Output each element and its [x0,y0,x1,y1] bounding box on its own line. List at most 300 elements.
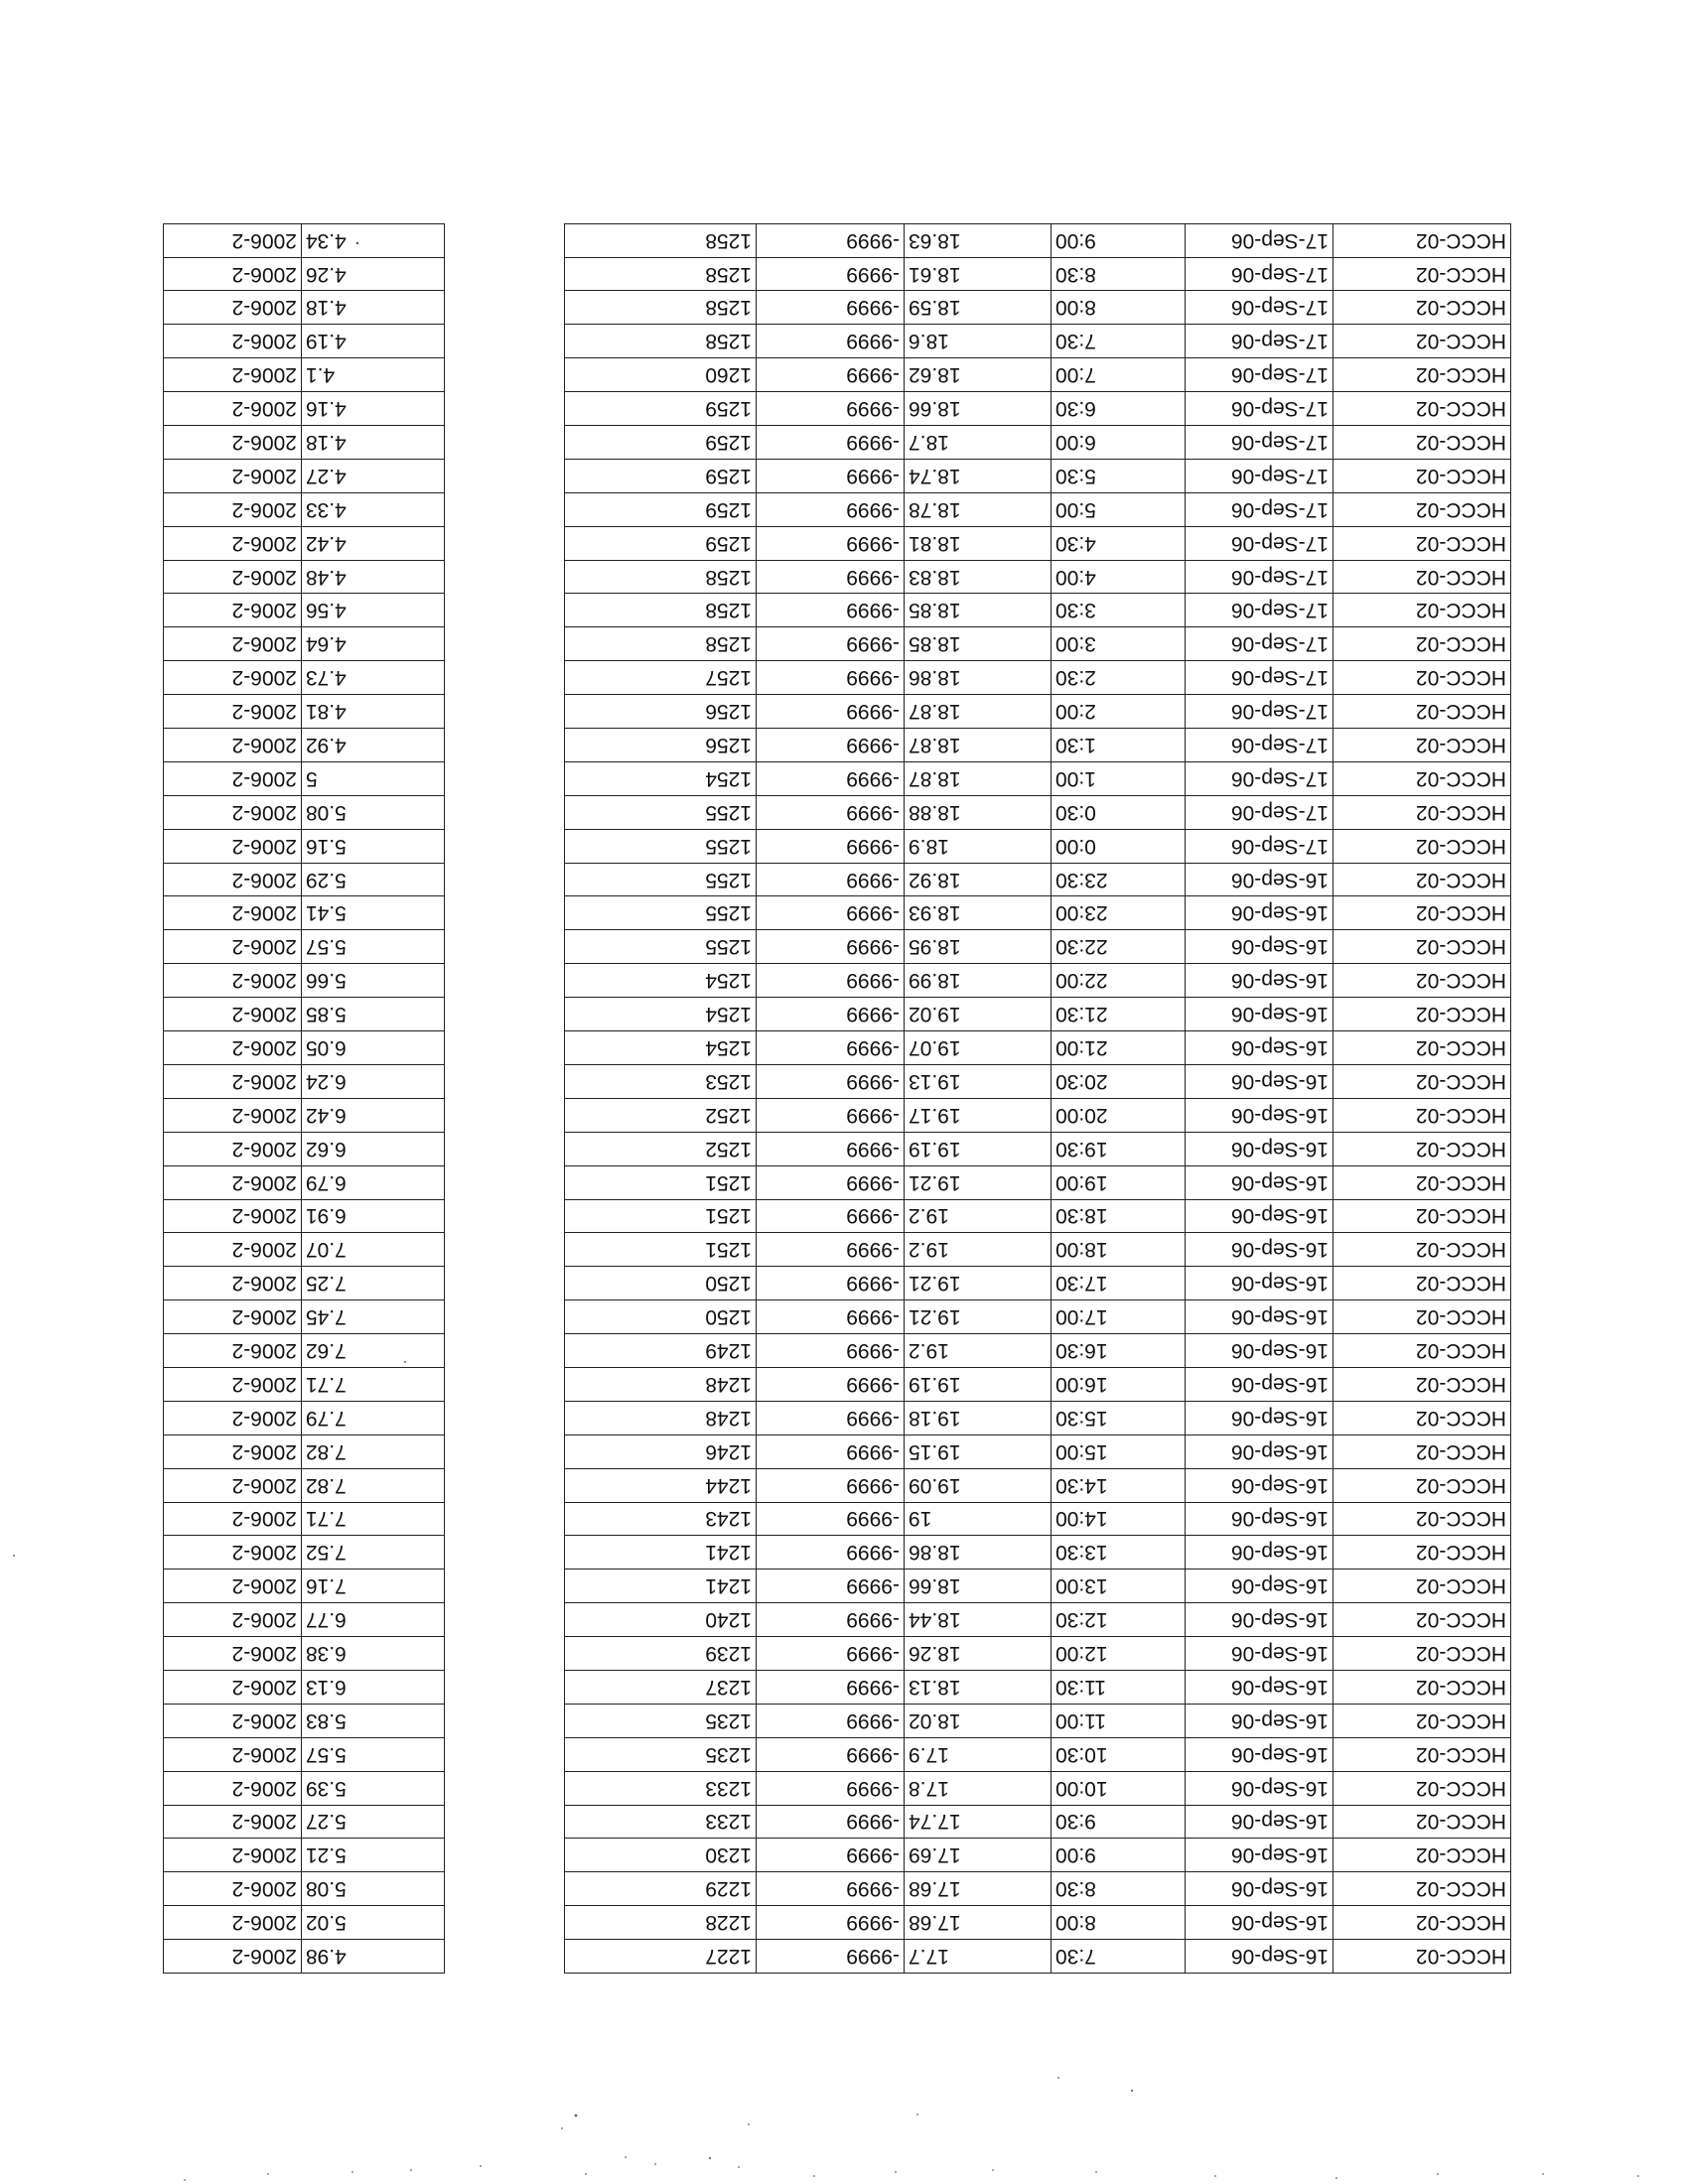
level-cell: 5.08 [301,795,444,829]
count-cell: 1233 [565,1805,757,1839]
site-cell: HCCC-02 [1333,1637,1511,1671]
temperature-cell: 19.21 [905,1267,1052,1300]
temperature-cell: 18.93 [905,896,1052,930]
period-cell: 2006-2 [164,358,302,392]
site-cell: HCCC-02 [1333,1502,1511,1536]
time-cell: 5:30 [1052,459,1186,492]
time-cell: 20:00 [1052,1098,1186,1132]
time-cell: 0:00 [1052,829,1186,863]
temperature-cell: 18.13 [905,1670,1052,1704]
level-cell: 4.34 [301,223,444,257]
period-cell: 2006-2 [164,291,302,325]
period-cell: 2006-2 [164,492,302,526]
site-cell: HCCC-02 [1333,1199,1511,1233]
period-cell: 2006-2 [164,1098,302,1132]
level-cell: 5.57 [301,1737,444,1771]
missing-value-cell: -9999 [757,223,905,257]
time-cell: 7:30 [1052,1940,1186,1974]
site-cell: HCCC-02 [1333,1839,1511,1872]
site-cell: HCCC-02 [1333,1300,1511,1334]
level-cell: 5.39 [301,1771,444,1805]
site-cell: HCCC-02 [1333,1064,1511,1098]
missing-value-cell: -9999 [757,1839,905,1872]
date-cell: 16-Sep-06 [1186,1300,1333,1334]
time-cell: 23:00 [1052,896,1186,930]
missing-value-cell: -9999 [757,291,905,325]
site-cell: HCCC-02 [1333,223,1511,257]
site-cell: HCCC-02 [1333,560,1511,594]
level-cell: 5.41 [301,896,444,930]
temperature-cell: 18.9 [905,829,1052,863]
level-cell: 4.92 [301,729,444,762]
time-cell: 10:00 [1052,1771,1186,1805]
missing-value-cell: -9999 [757,358,905,392]
temperature-cell: 18.83 [905,560,1052,594]
temperature-cell: 18.86 [905,661,1052,695]
temperature-cell: 19.2 [905,1199,1052,1233]
count-cell: 1251 [565,1165,757,1199]
site-cell: HCCC-02 [1333,358,1511,392]
count-cell: 1260 [565,358,757,392]
site-cell: HCCC-02 [1333,1367,1511,1401]
count-cell: 1248 [565,1367,757,1401]
missing-value-cell: -9999 [757,1704,905,1737]
period-cell: 2006-2 [164,426,302,460]
site-cell: HCCC-02 [1333,1771,1511,1805]
date-cell: 17-Sep-06 [1186,257,1333,291]
time-cell: 16:30 [1052,1334,1186,1368]
site-cell: HCCC-02 [1333,426,1511,460]
missing-value-cell: -9999 [757,695,905,729]
time-cell: 3:30 [1052,594,1186,627]
period-cell: 2006-2 [164,1570,302,1603]
date-cell: 17-Sep-06 [1186,526,1333,560]
level-cell: 6.91 [301,1199,444,1233]
count-cell: 1255 [565,930,757,964]
period-cell: 2006-2 [164,1064,302,1098]
missing-value-cell: -9999 [757,964,905,998]
count-cell: 1254 [565,761,757,795]
count-cell: 1229 [565,1872,757,1906]
date-cell: 17-Sep-06 [1186,761,1333,795]
missing-value-cell: -9999 [757,1300,905,1334]
missing-value-cell: -9999 [757,1132,905,1165]
missing-value-cell: -9999 [757,998,905,1031]
time-cell: 9:30 [1052,1805,1186,1839]
date-cell: 17-Sep-06 [1186,594,1333,627]
time-cell: 4:00 [1052,560,1186,594]
count-cell: 1256 [565,695,757,729]
temperature-cell: 18.99 [905,964,1052,998]
time-cell: 15:30 [1052,1401,1186,1434]
date-cell: 16-Sep-06 [1186,896,1333,930]
missing-value-cell: -9999 [757,257,905,291]
temperature-cell: 18.88 [905,795,1052,829]
site-cell: HCCC-02 [1333,1267,1511,1300]
count-cell: 1237 [565,1670,757,1704]
level-cell: 6.42 [301,1098,444,1132]
site-cell: HCCC-02 [1333,863,1511,896]
missing-value-cell: -9999 [757,1401,905,1434]
date-cell: 16-Sep-06 [1186,1165,1333,1199]
period-cell: 2006-2 [164,223,302,257]
date-cell: 17-Sep-06 [1186,223,1333,257]
time-cell: 11:30 [1052,1670,1186,1704]
temperature-cell: 18.44 [905,1603,1052,1637]
temperature-cell: 18.95 [905,930,1052,964]
count-cell: 1230 [565,1839,757,1872]
count-cell: 1233 [565,1771,757,1805]
period-cell: 2006-2 [164,661,302,695]
missing-value-cell: -9999 [757,627,905,661]
date-cell: 16-Sep-06 [1186,863,1333,896]
temperature-cell: 18.66 [905,392,1052,426]
site-cell: HCCC-02 [1333,594,1511,627]
temperature-cell: 18.87 [905,761,1052,795]
missing-value-cell: -9999 [757,1940,905,1974]
time-cell: 13:30 [1052,1536,1186,1570]
missing-value-cell: -9999 [757,1468,905,1502]
site-cell: HCCC-02 [1333,1940,1511,1974]
count-cell: 1258 [565,257,757,291]
count-cell: 1258 [565,594,757,627]
time-cell: 4:30 [1052,526,1186,560]
missing-value-cell: -9999 [757,1165,905,1199]
temperature-cell: 19.19 [905,1367,1052,1401]
count-cell: 1251 [565,1233,757,1267]
level-cell: 7.07 [301,1233,444,1267]
time-cell: 6:30 [1052,392,1186,426]
level-cell: 5.66 [301,964,444,998]
site-cell: HCCC-02 [1333,998,1511,1031]
count-cell: 1239 [565,1637,757,1671]
period-cell: 2006-2 [164,1805,302,1839]
period-cell: 2006-2 [164,998,302,1031]
date-cell: 16-Sep-06 [1186,1906,1333,1940]
temperature-cell: 18.78 [905,492,1052,526]
period-cell: 2006-2 [164,1906,302,1940]
count-cell: 1241 [565,1536,757,1570]
level-cell: 6.79 [301,1165,444,1199]
temperature-cell: 18.26 [905,1637,1052,1671]
date-cell: 16-Sep-06 [1186,1737,1333,1771]
period-cell: 2006-2 [164,896,302,930]
site-cell: HCCC-02 [1333,761,1511,795]
time-cell: 11:00 [1052,1704,1186,1737]
level-cell: 5 [301,761,444,795]
temperature-cell: 17.9 [905,1737,1052,1771]
date-cell: 16-Sep-06 [1186,1603,1333,1637]
date-cell: 16-Sep-06 [1186,1502,1333,1536]
missing-value-cell: -9999 [757,426,905,460]
period-cell: 2006-2 [164,1468,302,1502]
temperature-cell: 18.59 [905,291,1052,325]
temperature-cell: 19.21 [905,1165,1052,1199]
level-cell: 7.82 [301,1468,444,1502]
date-cell: 16-Sep-06 [1186,1233,1333,1267]
date-cell: 17-Sep-06 [1186,627,1333,661]
time-cell: 1:30 [1052,729,1186,762]
date-cell: 17-Sep-06 [1186,729,1333,762]
level-cell: 4.27 [301,459,444,492]
temperature-cell: 19.09 [905,1468,1052,1502]
site-cell: HCCC-02 [1333,459,1511,492]
level-cell: 7.16 [301,1570,444,1603]
missing-value-cell: -9999 [757,459,905,492]
count-cell: 1250 [565,1267,757,1300]
missing-value-cell: -9999 [757,1872,905,1906]
period-cell: 2006-2 [164,863,302,896]
temperature-cell: 17.68 [905,1872,1052,1906]
level-cell: 6.05 [301,1031,444,1065]
period-cell: 2006-2 [164,1737,302,1771]
time-cell: 13:00 [1052,1570,1186,1603]
temperature-cell: 18.87 [905,695,1052,729]
temperature-cell: 18.86 [905,1536,1052,1570]
level-cell: 5.08 [301,1872,444,1906]
level-cell: 4.48 [301,560,444,594]
missing-value-cell: -9999 [757,1805,905,1839]
level-cell: 7.25 [301,1267,444,1300]
time-cell: 10:30 [1052,1737,1186,1771]
period-cell: 2006-2 [164,1031,302,1065]
date-cell: 16-Sep-06 [1186,1401,1333,1434]
site-cell: HCCC-02 [1333,1098,1511,1132]
period-cell: 2006-2 [164,560,302,594]
site-cell: HCCC-02 [1333,1704,1511,1737]
level-cell: 4.33 [301,492,444,526]
period-cell: 2006-2 [164,526,302,560]
site-cell: HCCC-02 [1333,1570,1511,1603]
temperature-cell: 19.02 [905,998,1052,1031]
site-cell: HCCC-02 [1333,1670,1511,1704]
missing-value-cell: -9999 [757,560,905,594]
missing-value-cell: -9999 [757,795,905,829]
period-cell: 2006-2 [164,761,302,795]
temperature-cell: 18.61 [905,257,1052,291]
missing-value-cell: -9999 [757,1199,905,1233]
period-cell: 2006-2 [164,1872,302,1906]
level-cell: 7.82 [301,1434,444,1468]
date-cell: 16-Sep-06 [1186,964,1333,998]
missing-value-cell: -9999 [757,526,905,560]
period-cell: 2006-2 [164,930,302,964]
time-cell: 12:00 [1052,1637,1186,1671]
missing-value-cell: -9999 [757,1536,905,1570]
site-cell: HCCC-02 [1333,392,1511,426]
period-cell: 2006-2 [164,1199,302,1233]
count-cell: 1241 [565,1570,757,1603]
temperature-cell: 17.8 [905,1771,1052,1805]
count-cell: 1251 [565,1199,757,1233]
time-cell: 14:00 [1052,1502,1186,1536]
count-cell: 1257 [565,661,757,695]
period-cell: 2006-2 [164,1132,302,1165]
level-cell: 5.83 [301,1704,444,1737]
site-cell: HCCC-02 [1333,729,1511,762]
count-cell: 1259 [565,392,757,426]
missing-value-cell: -9999 [757,896,905,930]
count-cell: 1255 [565,863,757,896]
period-cell: 2006-2 [164,695,302,729]
date-cell: 17-Sep-06 [1186,392,1333,426]
site-cell: HCCC-02 [1333,492,1511,526]
date-cell: 16-Sep-06 [1186,1434,1333,1468]
count-cell: 1249 [565,1334,757,1368]
count-cell: 1235 [565,1737,757,1771]
temperature-cell: 18.62 [905,358,1052,392]
time-cell: 18:00 [1052,1233,1186,1267]
level-cell: 5.21 [301,1839,444,1872]
temperature-cell: 18.92 [905,863,1052,896]
date-cell: 16-Sep-06 [1186,930,1333,964]
missing-value-cell: -9999 [757,1737,905,1771]
time-cell: 6:00 [1052,426,1186,460]
count-cell: 1250 [565,1300,757,1334]
level-cell: 4.16 [301,392,444,426]
temperature-cell: 18.02 [905,1704,1052,1737]
site-cell: HCCC-02 [1333,1233,1511,1267]
level-cell: 5.16 [301,829,444,863]
missing-value-cell: -9999 [757,325,905,358]
count-cell: 1240 [565,1603,757,1637]
level-cell: 7.45 [301,1300,444,1334]
time-cell: 22:30 [1052,930,1186,964]
count-cell: 1253 [565,1064,757,1098]
date-cell: 17-Sep-06 [1186,661,1333,695]
period-cell: 2006-2 [164,325,302,358]
time-cell: 16:00 [1052,1367,1186,1401]
period-cell: 2006-2 [164,795,302,829]
count-cell: 1254 [565,1031,757,1065]
period-cell: 2006-2 [164,1771,302,1805]
site-cell: HCCC-02 [1333,257,1511,291]
period-cell: 2006-2 [164,594,302,627]
time-cell: 2:30 [1052,661,1186,695]
period-cell: 2006-2 [164,392,302,426]
period-cell: 2006-2 [164,627,302,661]
temperature-cell: 18.63 [905,223,1052,257]
time-cell: 8:30 [1052,1872,1186,1906]
temperature-cell: 17.74 [905,1805,1052,1839]
count-cell: 1255 [565,829,757,863]
temperature-cell: 18.7 [905,426,1052,460]
date-cell: 16-Sep-06 [1186,1064,1333,1098]
missing-value-cell: -9999 [757,1434,905,1468]
time-cell: 18:30 [1052,1199,1186,1233]
time-cell: 20:30 [1052,1064,1186,1098]
missing-value-cell: -9999 [757,829,905,863]
missing-value-cell: -9999 [757,1603,905,1637]
temperature-cell: 19.13 [905,1064,1052,1098]
missing-value-cell: -9999 [757,392,905,426]
time-cell: 5:00 [1052,492,1186,526]
date-cell: 16-Sep-06 [1186,998,1333,1031]
site-cell: HCCC-02 [1333,1132,1511,1165]
temperature-cell: 18.85 [905,627,1052,661]
temperature-cell: 19.21 [905,1300,1052,1334]
site-cell: HCCC-02 [1333,291,1511,325]
level-cell: 4.19 [301,325,444,358]
site-cell: HCCC-02 [1333,930,1511,964]
time-cell: 21:30 [1052,998,1186,1031]
period-cell: 2006-2 [164,1401,302,1434]
time-cell: 19:30 [1052,1132,1186,1165]
site-cell: HCCC-02 [1333,526,1511,560]
time-cell: 7:00 [1052,358,1186,392]
level-cell: 4.64 [301,627,444,661]
time-cell: 9:00 [1052,1839,1186,1872]
level-cell: 4.73 [301,661,444,695]
count-cell: 1227 [565,1940,757,1974]
level-cell: 6.13 [301,1670,444,1704]
missing-value-cell: -9999 [757,1098,905,1132]
date-cell: 17-Sep-06 [1186,325,1333,358]
period-cell: 2006-2 [164,1367,302,1401]
date-cell: 17-Sep-06 [1186,560,1333,594]
site-cell: HCCC-02 [1333,795,1511,829]
site-cell: HCCC-02 [1333,1536,1511,1570]
time-cell: 22:00 [1052,964,1186,998]
count-cell: 1252 [565,1098,757,1132]
time-cell: 0:30 [1052,795,1186,829]
level-cell: 6.38 [301,1637,444,1671]
time-cell: 3:00 [1052,627,1186,661]
missing-value-cell: -9999 [757,1570,905,1603]
level-cell: 4.98 [301,1940,444,1974]
site-cell: HCCC-02 [1333,1165,1511,1199]
count-cell: 1258 [565,325,757,358]
date-cell: 17-Sep-06 [1186,459,1333,492]
time-cell: 21:00 [1052,1031,1186,1065]
time-cell: 7:30 [1052,325,1186,358]
missing-value-cell: -9999 [757,1267,905,1300]
period-cell: 2006-2 [164,964,302,998]
level-cell: 7.71 [301,1367,444,1401]
level-cell: 4.81 [301,695,444,729]
level-cell: 6.77 [301,1603,444,1637]
count-cell: 1255 [565,896,757,930]
level-cell: 7.79 [301,1401,444,1434]
missing-value-cell: -9999 [757,1771,905,1805]
site-cell: HCCC-02 [1333,1334,1511,1368]
period-cell: 2006-2 [164,1839,302,1872]
site-cell: HCCC-02 [1333,1906,1511,1940]
missing-value-cell: -9999 [757,1906,905,1940]
site-cell: HCCC-02 [1333,829,1511,863]
date-cell: 16-Sep-06 [1186,1468,1333,1502]
temperature-cell: 19.19 [905,1132,1052,1165]
date-cell: 16-Sep-06 [1186,1367,1333,1401]
level-cell: 4.18 [301,291,444,325]
temperature-cell: 18.6 [905,325,1052,358]
date-cell: 16-Sep-06 [1186,1872,1333,1906]
time-cell: 1:00 [1052,761,1186,795]
period-cell: 2006-2 [164,1267,302,1300]
period-cell: 2006-2 [164,1704,302,1737]
temperature-cell: 18.81 [905,526,1052,560]
missing-value-cell: -9999 [757,1334,905,1368]
time-cell: 12:30 [1052,1603,1186,1637]
site-cell: HCCC-02 [1333,1805,1511,1839]
missing-value-cell: -9999 [757,1670,905,1704]
time-cell: 23:30 [1052,863,1186,896]
level-cell: 7.71 [301,1502,444,1536]
time-cell: 9:00 [1052,223,1186,257]
period-cell: 2006-2 [164,1940,302,1974]
period-cell: 2006-2 [164,1603,302,1637]
period-cell: 2006-2 [164,1434,302,1468]
